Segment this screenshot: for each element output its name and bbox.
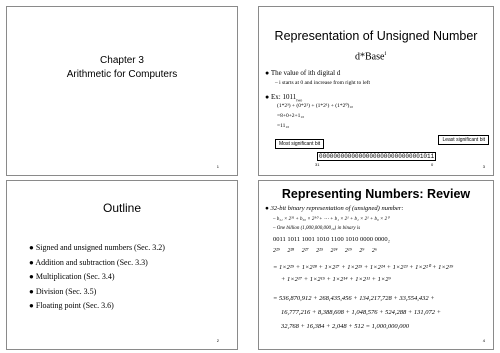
- slide-title: Representing Numbers: Review: [281, 187, 471, 201]
- outline-list: [29, 241, 165, 314]
- slide-title: Representation of Unsigned Number: [274, 29, 478, 43]
- bullet-value: ● The value of ith digital d: [265, 69, 341, 77]
- msb-callout: Most significant bit: [275, 139, 324, 149]
- index-31: 31: [315, 162, 320, 167]
- power-labels: 2²⁹ 2²⁸ 2²⁷ 2²⁵ 2²⁴ 2¹⁹ 2⁹ 2⁶: [273, 248, 377, 254]
- bullet-32bit: ● 32-bit binary representation of (unsigned) number:: [265, 205, 404, 212]
- calc-line-1: (1*2³) + (0*2²) + (1*2¹) + (1*2⁰)₁₀: [277, 103, 354, 109]
- bit-string: 00000000000000000000000000001011: [319, 153, 435, 160]
- chapter-title: Chapter 3: [100, 55, 144, 66]
- outline-item: ● Floating point (Sec. 3.6): [29, 301, 114, 310]
- sum-line-2: + 1×2¹⁷ + 1×2¹⁵ + 1×2¹⁴ + 1×2¹¹ + 1×2⁹: [281, 276, 391, 283]
- outline-item-text: Signed and unsigned numbers (Sec. 3.2): [35, 243, 165, 252]
- formula: [355, 51, 386, 62]
- sum-line-1: = 1×2²⁹ + 1×2²⁸ + 1×2²⁷ + 1×2²⁵ + 1×2²⁴ + 1×2²³ + 1×2²⁰ + 1×2¹⁹: [273, 264, 454, 271]
- page-number: 1: [216, 164, 219, 169]
- formula-base: d*Base: [355, 51, 385, 63]
- sub-bullet: – i starts at 0 and increase from right to left: [275, 80, 370, 86]
- page-number: 3: [482, 164, 485, 169]
- bullet-value-text: The value of ith digital d: [270, 69, 341, 77]
- result-line-3: 32,768 + 16,384 + 2,048 + 512 = 1,000,000,000: [281, 323, 410, 330]
- calc-line-3: =11₁₀: [277, 123, 290, 129]
- outline-item: ● Division (Sec. 3.5): [29, 286, 97, 296]
- outline-item-text: Multiplication (Sec. 3.4): [35, 272, 115, 281]
- slide-outline: [6, 180, 238, 350]
- example-text: Ex: 1011: [270, 93, 297, 101]
- chapter-subtitle: Arithmetic for Computers: [66, 69, 178, 80]
- outline-item-text: Floating point (Sec. 3.6): [35, 301, 114, 310]
- page-number: 4: [482, 338, 485, 343]
- outline-item-text: Addition and subtraction (Sec. 3.3): [35, 257, 148, 267]
- slide-chapter-title: [6, 6, 238, 176]
- outline-item: ● Multiplication (Sec. 3.4): [29, 272, 115, 281]
- slide-representing-numbers: [258, 180, 494, 350]
- calc-line-2: =8+0+2+1₁₀: [277, 113, 305, 119]
- bullet-example: ● Ex: $1011_{two}$: [265, 93, 303, 103]
- billion-bits: 0011 1011 1001 1010 1100 1010 0000 0000₂: [273, 236, 390, 243]
- index-0: 0: [431, 162, 434, 167]
- formula-exponent: i: [384, 51, 387, 57]
- outline-item-text: Division (Sec. 3.5): [35, 286, 97, 296]
- formula-line: – b₃₁ × 2³¹ + b₃₀ × 2³⁰ + ⋯ + b₁ × 2¹ + b₁ × 2¹ + b₀ × 2⁰: [273, 217, 390, 222]
- result-line-1: = 536,870,912 + 268,435,456 + 134,217,728 + 33,554,432 +: [273, 295, 435, 302]
- slide-title: Outline: [102, 201, 142, 215]
- page-number: 2: [216, 338, 219, 343]
- bullet-32bit-text: 32-bit binary representation of (unsigned) number:: [270, 205, 404, 212]
- lsb-callout: Least significant bit: [438, 135, 489, 145]
- billion-line: – One billion (1,000,000,000₁₀) in binary is: [273, 226, 361, 231]
- outline-item: ● Addition and subtraction (Sec. 3.3): [29, 257, 148, 267]
- example-base: two: [296, 97, 303, 103]
- outline-item: ● Signed and unsigned numbers (Sec. 3.2): [29, 243, 165, 252]
- slide-unsigned-representation: [258, 6, 494, 176]
- result-line-2: 16,777,216 + 8,388,608 + 1,048,576 + 524,288 + 131,072 +: [281, 309, 442, 316]
